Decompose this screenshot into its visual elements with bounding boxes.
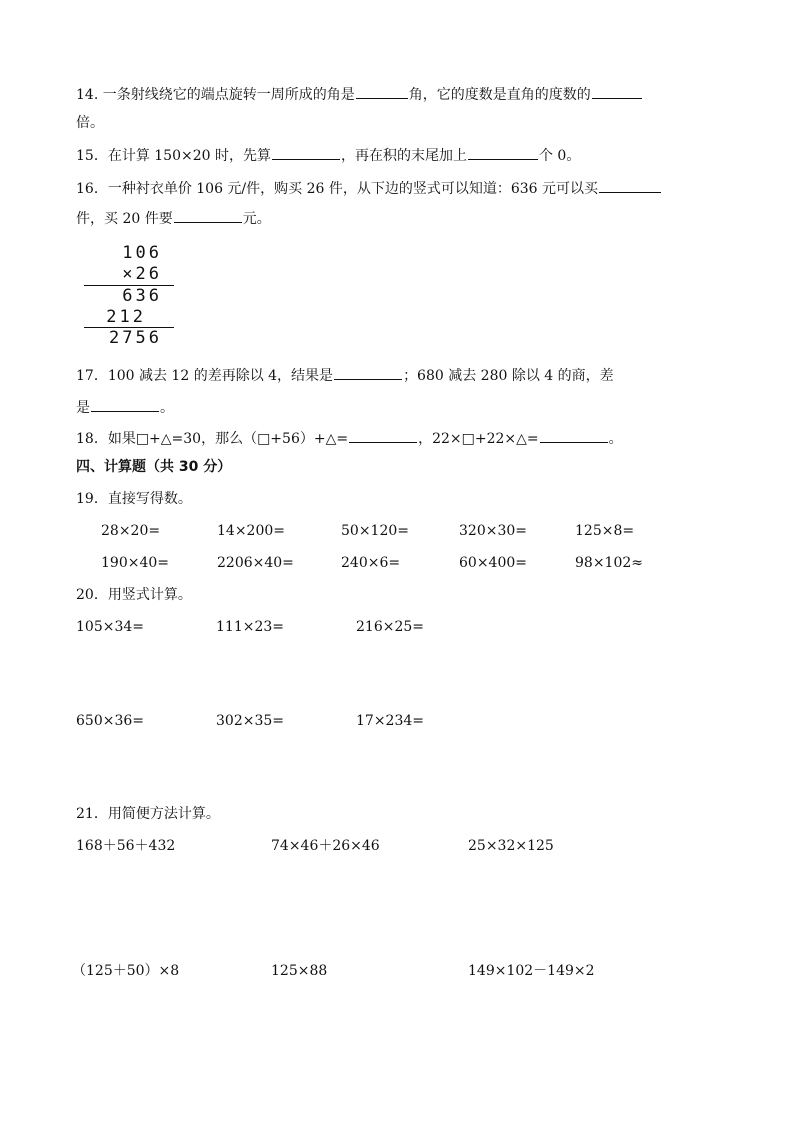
q20-item: 216×25= [356, 619, 424, 635]
q21-item: （125＋50）×8 [72, 963, 180, 979]
q19-item: 28×20= [101, 523, 161, 539]
q19-item: 50×120= [341, 523, 409, 539]
q21-title: 21．用简便方法计算。 [76, 806, 220, 822]
section-heading: 四、计算题（共 30 分） [76, 459, 232, 475]
q15-blank-2[interactable] [468, 145, 538, 160]
q14-text-a: 14. 一条射线绕它的端点旋转一周所成的角是 [76, 87, 355, 103]
q15-blank-1[interactable] [272, 145, 340, 160]
q15-text-b: ，再在积的末尾加上 [340, 148, 467, 164]
q15-text-a: 15．在计算 150×20 时，先算 [76, 148, 271, 164]
q18-blank-1[interactable] [349, 428, 417, 443]
vm-row-3: 636 [122, 286, 162, 306]
q19-title: 19．直接写得数。 [76, 491, 192, 507]
q19-item: 240×6= [341, 555, 401, 571]
q20-item: 650×36= [76, 713, 144, 729]
q19-item: 2206×40= [217, 555, 294, 571]
question-17 [76, 365, 614, 385]
vm-row-1: 106 [122, 243, 162, 263]
q15-text-c: 个 0。 [538, 148, 581, 164]
vm-row-2: ×26 [122, 264, 162, 284]
q21-item: 25×32×125 [468, 838, 554, 854]
q21-item: 149×102－149×2 [468, 963, 595, 979]
q16-text-a: 16．一种衬衣单价 106 元/件，购买 26 件，从下边的竖式可以知道：636 元可以买 [76, 181, 599, 197]
q21-item: 125×88 [271, 963, 328, 979]
question-17-cont [76, 397, 174, 417]
q20-item: 17×234= [356, 713, 424, 729]
q17-text-d: 。 [160, 400, 174, 416]
q14-blank-2[interactable] [592, 84, 642, 99]
q21-item: 168＋56＋432 [76, 838, 176, 854]
q21-item: 74×46＋26×46 [271, 838, 380, 854]
q14-text-c: 倍。 [76, 115, 104, 131]
vm-row-5: 2756 [109, 328, 162, 348]
question-16 [76, 178, 662, 198]
q20-item: 105×34= [76, 619, 144, 635]
question-14-cont [76, 114, 104, 132]
question-18 [76, 428, 623, 448]
q20-item: 111×23= [216, 619, 284, 635]
q17-blank-1[interactable] [334, 365, 402, 380]
q19-item: 190×40= [101, 555, 169, 571]
vertical-multiplication [84, 244, 176, 348]
q16-blank-1[interactable] [599, 178, 661, 193]
q19-item: 320×30= [459, 523, 527, 539]
q20-item: 302×35= [216, 713, 284, 729]
q17-text-c: 是 [76, 400, 90, 416]
q17-text-a: 17．100 减去 12 的差再除以 4，结果是 [76, 368, 334, 384]
question-14 [76, 84, 643, 104]
q16-text-b: 件，买 20 件要 [76, 211, 173, 227]
question-16-cont [76, 208, 271, 228]
q20-title: 20．用竖式计算。 [76, 587, 192, 603]
q18-blank-2[interactable] [540, 428, 608, 443]
q16-text-c: 元。 [242, 211, 271, 227]
q19-item: 14×200= [217, 523, 285, 539]
q19-item: 60×400= [459, 555, 527, 571]
q17-text-b: ；680 减去 280 除以 4 的商，差 [403, 368, 614, 384]
q19-item: 98×102≈ [575, 555, 643, 571]
q18-text-b: ，22×□+22×△= [418, 431, 539, 447]
vm-row-4: 212 [106, 307, 146, 327]
q16-blank-2[interactable] [174, 208, 242, 223]
q14-text-b: 角，它的度数是直角的度数的 [408, 87, 591, 103]
q14-blank-1[interactable] [356, 84, 408, 99]
q19-item: 125×8= [575, 523, 635, 539]
q18-text-c: 。 [608, 431, 623, 447]
question-15 [76, 145, 580, 165]
q18-text-a: 18．如果□+△=30，那么（□+56）+△= [76, 431, 349, 447]
q17-blank-2[interactable] [91, 397, 159, 412]
